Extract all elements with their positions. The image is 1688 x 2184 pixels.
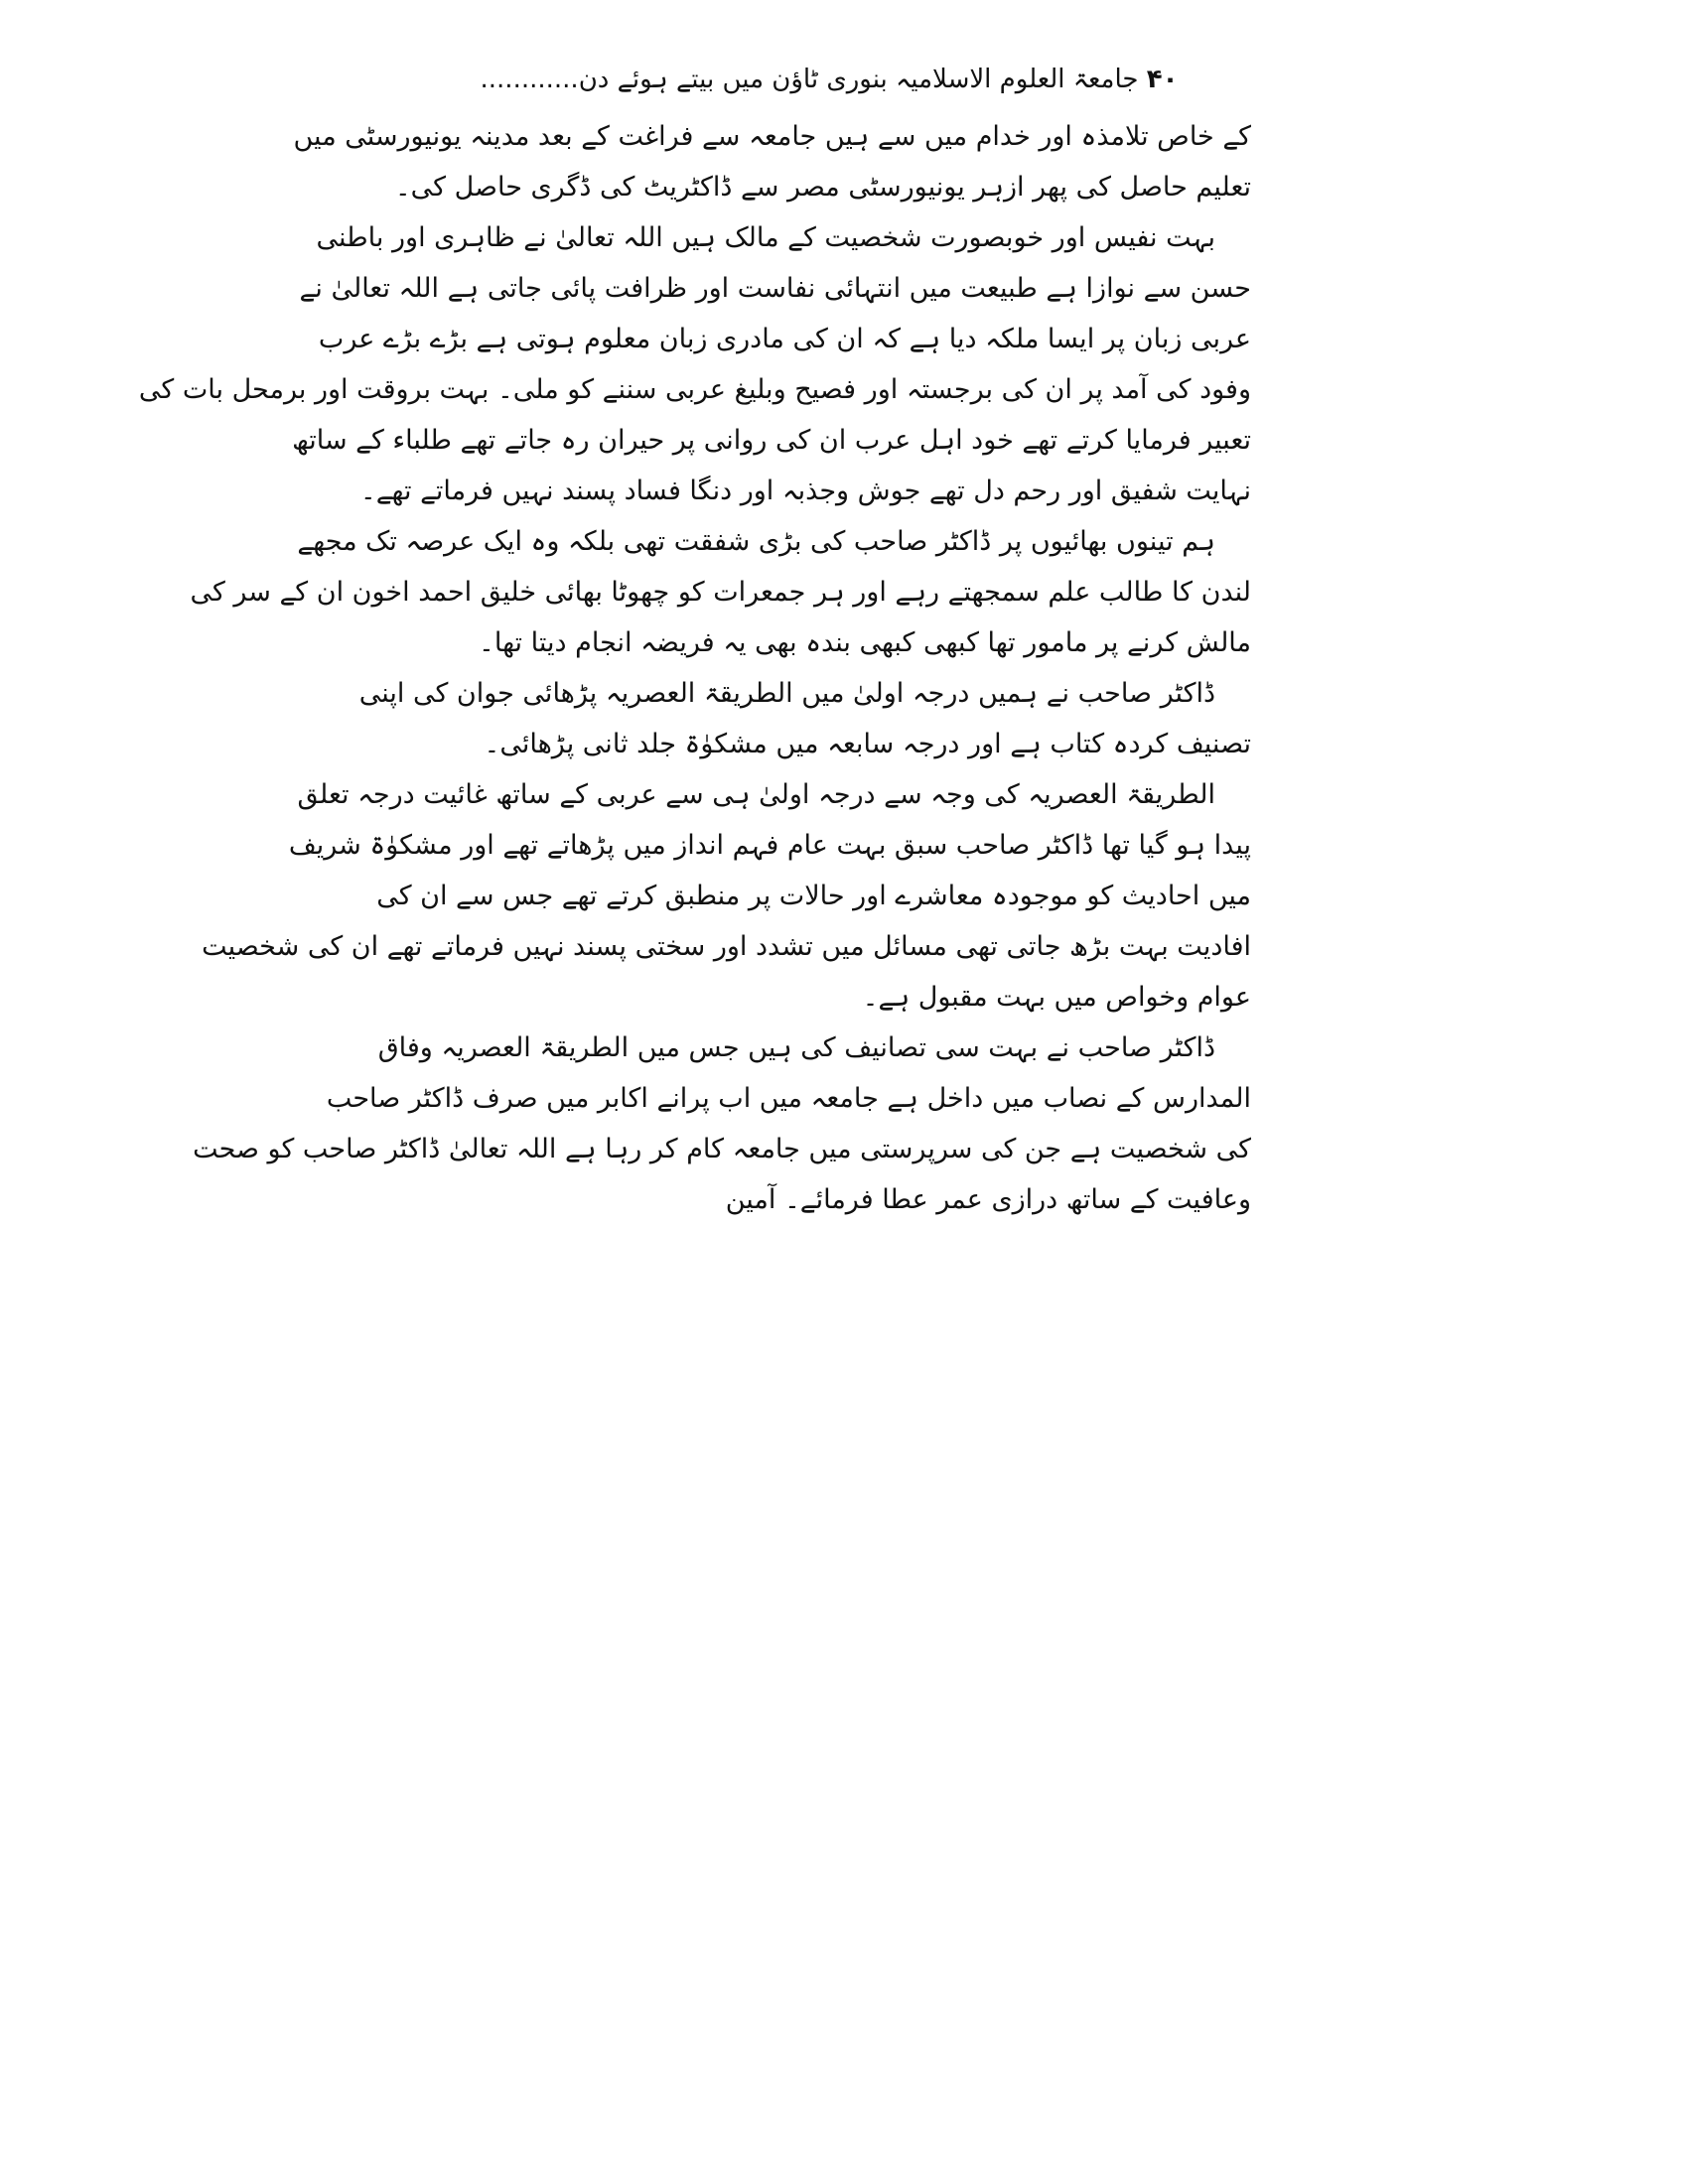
text-line: وعافیت کے ساتھ درازی عمر عطا فرمائے۔ آمین bbox=[725, 1184, 1251, 1215]
text-line: کے خاص تلامذہ اور خدام میں سے ہیں جامعہ سے فراغت کے بعد مدینہ یونیورسٹی میں bbox=[293, 121, 1251, 152]
text-line: کی شخصیت ہے جن کی سرپرستی میں جامعہ کام کر رہا ہے اللہ تعالیٰ ڈاکٹر صاحب کو صحت bbox=[193, 1134, 1251, 1164]
header-title: جامعۃ العلوم الاسلامیہ بنوری ٹاؤن میں بیتے ہوئے دن............ bbox=[480, 65, 1139, 94]
text-line: تعلیم حاصل کی پھر ازہر یونیورسٹی مصر سے ڈاکٹریٹ کی ڈگری حاصل کی۔ bbox=[394, 172, 1251, 203]
body-text bbox=[138, 111, 1251, 1225]
paragraph-4 bbox=[358, 668, 1251, 769]
text-line: لندن کا طالب علم سمجھتے رہے اور ہر جمعرات کو چھوٹا بھائی خلیق احمد اخون ان کے سر کی bbox=[190, 577, 1251, 608]
text-line: مالش کرنے پر مامور تھا کبھی کبھی بندہ بھی یہ فریضہ انجام دیتا تھا۔ bbox=[479, 627, 1251, 658]
text-line: ڈاکٹر صاحب نے ہمیں درجہ اولیٰ میں الطریقۃ العصریہ پڑھائی جوان کی اپنی bbox=[358, 678, 1215, 709]
text-line: الطریقۃ العصریہ کی وجہ سے درجہ اولیٰ ہی سے عربی کے ساتھ غائیت درجہ تعلق bbox=[297, 779, 1215, 810]
paragraph-2 bbox=[138, 212, 1251, 516]
text-line: ڈاکٹر صاحب نے بہت سی تصانیف کی ہیں جس میں الطریقۃ العصریہ وفاق bbox=[377, 1032, 1215, 1063]
paragraph-6 bbox=[193, 1023, 1251, 1225]
text-line: میں احادیث کو موجودہ معاشرے اور حالات پر منطبق کرتے تھے جس سے ان کی bbox=[376, 881, 1251, 911]
page-number: ۴۰ bbox=[1146, 65, 1179, 94]
text-line: عوام وخواص میں بہت مقبول ہے۔ bbox=[862, 982, 1251, 1013]
text-line: حسن سے نوازا ہے طبیعت میں انتہائی نفاست اور ظرافت پائی جاتی ہے اللہ تعالیٰ نے bbox=[299, 273, 1251, 304]
text-line: عربی زبان پر ایسا ملکہ دیا ہے کہ ان کی مادری زبان معلوم ہوتی ہے بڑے بڑے عرب bbox=[318, 324, 1251, 354]
text-line: ہم تینوں بھائیوں پر ڈاکٹر صاحب کی بڑی شفقت تھی بلکہ وہ ایک عرصہ تک مجھے bbox=[297, 526, 1215, 557]
text-line: پیدا ہو گیا تھا ڈاکٹر صاحب سبق بہت عام فہم انداز میں پڑھاتے تھے اور مشکوٰۃ شریف bbox=[288, 830, 1251, 861]
text-line: نہایت شفیق اور رحم دل تھے جوش وجذبہ اور دنگا فساد پسند نہیں فرماتے تھے۔ bbox=[359, 476, 1251, 506]
text-line: وفود کی آمد پر ان کی برجستہ اور فصیح وبلیغ عربی سننے کو ملی۔ بہت بروقت اور برمحل بات کی bbox=[138, 374, 1251, 405]
paragraph-5 bbox=[202, 769, 1251, 1023]
paragraph-3 bbox=[190, 516, 1251, 668]
paragraph-1 bbox=[293, 111, 1251, 212]
text-line: المدارس کے نصاب میں داخل ہے جامعہ میں اب پرانے اکابر میں صرف ڈاکٹر صاحب bbox=[326, 1083, 1251, 1114]
text-line: افادیت بہت بڑھ جاتی تھی مسائل میں تشدد اور سختی پسند نہیں فرماتے تھے ان کی شخصیت bbox=[202, 931, 1251, 962]
text-line: تصنیف کردہ کتاب ہے اور درجہ سابعہ میں مشکوٰۃ جلد ثانی پڑھائی۔ bbox=[484, 729, 1251, 759]
running-header bbox=[407, 58, 1251, 101]
text-line: تعبیر فرمایا کرتے تھے خود اہل عرب ان کی روانی پر حیران رہ جاتے تھے طلباء کے ساتھ bbox=[292, 425, 1251, 456]
text-line: بہت نفیس اور خوبصورت شخصیت کے مالک ہیں اللہ تعالیٰ نے ظاہری اور باطنی bbox=[316, 222, 1215, 253]
